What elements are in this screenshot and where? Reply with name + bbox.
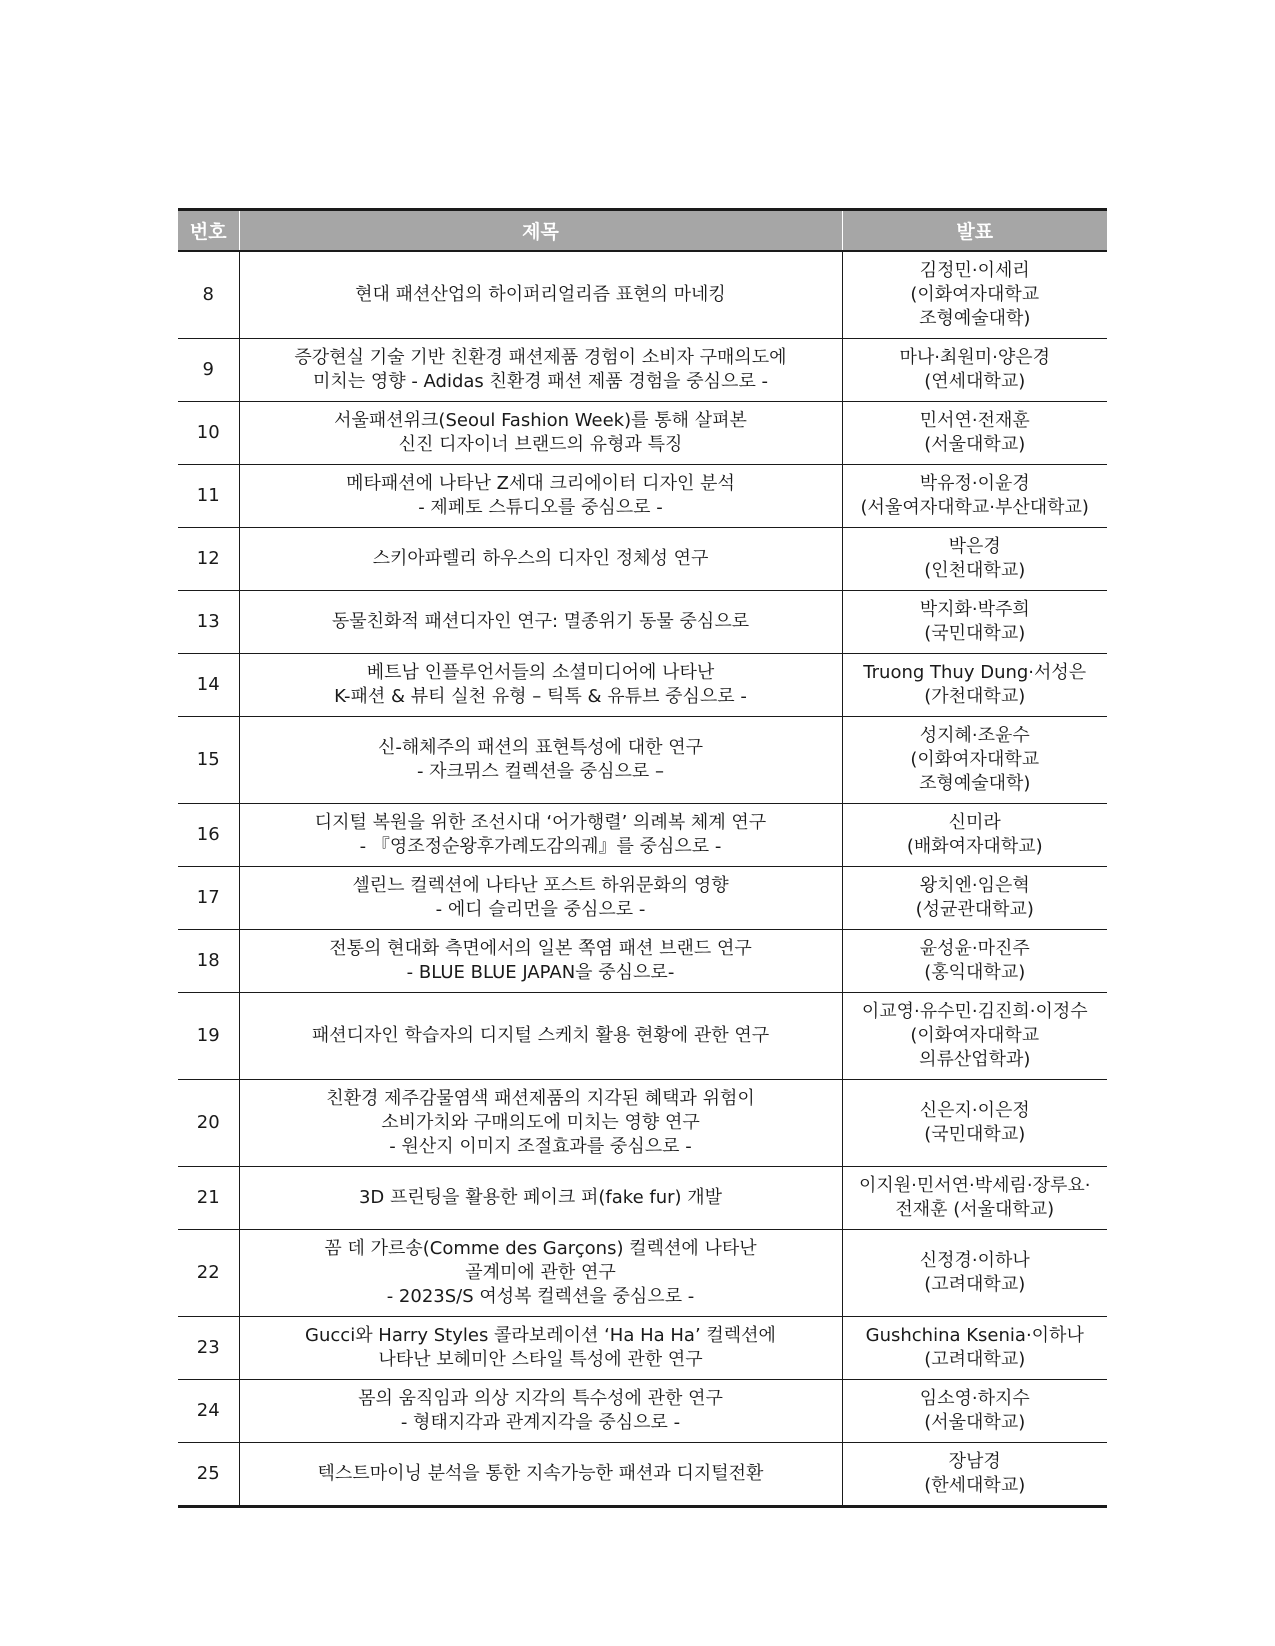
table-row (178, 867, 1107, 930)
row-title (239, 804, 842, 867)
title-line: 꼼 데 가르송(Comme des Garçons) 컬렉션에 나타난 (324, 1238, 757, 1259)
row-presenter (842, 591, 1107, 654)
row-title (239, 717, 842, 804)
table-row (178, 528, 1107, 591)
presenter-line: (이화여자대학교 (910, 749, 1040, 770)
title-line: 패션디자인 학습자의 디지털 스케치 활용 현황에 관한 연구 (311, 1025, 770, 1046)
header-row (178, 210, 1107, 252)
presenter-line: Gushchina Ksenia·이하나 (865, 1325, 1084, 1346)
presenter-line: 마나·최원미·양은경 (899, 347, 1051, 368)
table-body (178, 251, 1107, 1507)
table-row (178, 993, 1107, 1080)
table-header (178, 210, 1107, 252)
title-line: 소비가치와 구매의도에 미치는 영향 연구 (381, 1112, 700, 1133)
title-line: - 2023S/S 여성복 컬렉션을 중심으로 - (386, 1286, 695, 1307)
row-title (239, 1443, 842, 1507)
presenter-line: 김정민·이세리 (919, 260, 1030, 281)
row-number: 9 (178, 339, 239, 402)
row-presenter (842, 867, 1107, 930)
row-title (239, 1167, 842, 1230)
table-row (178, 717, 1107, 804)
table-row (178, 591, 1107, 654)
presenter-line: 신은지·이은정 (919, 1100, 1030, 1121)
row-number: 20 (178, 1080, 239, 1167)
row-presenter (842, 465, 1107, 528)
row-title (239, 1380, 842, 1443)
row-presenter (842, 654, 1107, 717)
title-line: 골계미에 관한 연구 (465, 1262, 616, 1283)
presenter-line: (연세대학교) (924, 371, 1026, 392)
row-title (239, 402, 842, 465)
presenter-line: 장남경 (948, 1451, 1001, 1472)
title-line: - 『영조정순왕후가례도감의궤』를 중심으로 - (359, 836, 722, 857)
presenter-line: (국민대학교) (924, 1124, 1026, 1145)
row-title (239, 993, 842, 1080)
presenter-line: (이화여자대학교 (910, 1025, 1040, 1046)
presenter-line: 박은경 (948, 536, 1001, 557)
presenter-line: 윤성윤·마진주 (919, 938, 1030, 959)
table-row (178, 1380, 1107, 1443)
title-line: Gucci와 Harry Styles 콜라보레이션 ‘Ha Ha Ha’ 컬렉션에 (305, 1325, 776, 1346)
presenter-line: (서울대학교) (924, 1412, 1026, 1433)
row-number: 24 (178, 1380, 239, 1443)
row-presenter (842, 1317, 1107, 1380)
table-row (178, 1443, 1107, 1507)
presenter-line: 민서연·전재훈 (919, 410, 1030, 431)
row-presenter (842, 1380, 1107, 1443)
title-line: 3D 프린팅을 활용한 페이크 퍼(fake fur) 개발 (358, 1187, 723, 1208)
row-number: 10 (178, 402, 239, 465)
row-presenter (842, 1443, 1107, 1507)
row-presenter (842, 1167, 1107, 1230)
title-line: 증강현실 기술 기반 친환경 패션제품 경험이 소비자 구매의도에 (294, 347, 787, 368)
title-line: - 제페토 스튜디오를 중심으로 - (418, 497, 663, 518)
title-line: 서울패션위크(Seoul Fashion Week)를 통해 살펴본 (334, 410, 747, 431)
title-line: 현대 패션산업의 하이퍼리얼리즘 표현의 마네킹 (355, 284, 726, 305)
table-row (178, 1317, 1107, 1380)
row-presenter (842, 402, 1107, 465)
presenter-line: 임소영·하지수 (919, 1388, 1030, 1409)
row-presenter (842, 717, 1107, 804)
presenter-line: 신정경·이하나 (919, 1250, 1030, 1271)
table-row (178, 251, 1107, 339)
title-line: 친환경 제주감물염색 패션제품의 지각된 혜택과 위험이 (326, 1088, 755, 1109)
presenter-line: 전재훈 (서울대학교) (895, 1199, 1055, 1220)
title-line: 신-해체주의 패션의 표현특성에 대한 연구 (378, 737, 703, 758)
row-number: 11 (178, 465, 239, 528)
title-line: 동물친화적 패션디자인 연구: 멸종위기 동물 중심으로 (331, 611, 750, 632)
row-title (239, 930, 842, 993)
table-row (178, 1080, 1107, 1167)
row-title (239, 465, 842, 528)
table-row (178, 804, 1107, 867)
row-title (239, 1317, 842, 1380)
table-row (178, 339, 1107, 402)
document-page (178, 208, 1107, 1508)
title-line: 몸의 움직임과 의상 지각의 특수성에 관한 연구 (358, 1388, 723, 1409)
header-number: 번호 (178, 210, 239, 252)
row-number: 18 (178, 930, 239, 993)
row-presenter (842, 528, 1107, 591)
presenter-line: (인천대학교) (924, 560, 1026, 581)
title-line: 텍스트마이닝 분석을 통한 지속가능한 패션과 디지털전환 (317, 1463, 764, 1484)
row-presenter (842, 804, 1107, 867)
table-row (178, 465, 1107, 528)
title-line: - BLUE BLUE JAPAN을 중심으로- (406, 962, 675, 983)
row-number: 23 (178, 1317, 239, 1380)
title-line: K-패션 & 뷰티 실천 유형 – 틱톡 & 유튜브 중심으로 - (334, 686, 747, 707)
row-number: 19 (178, 993, 239, 1080)
row-title (239, 251, 842, 339)
title-line: 메타패션에 나타난 Z세대 크리에이터 디자인 분석 (346, 473, 735, 494)
title-line: 셀린느 컬렉션에 나타난 포스트 하위문화의 영향 (352, 875, 729, 896)
presenter-line: 조형예술대학) (919, 773, 1031, 794)
row-number: 12 (178, 528, 239, 591)
row-title (239, 1230, 842, 1317)
title-line: 디지털 복원을 위한 조선시대 ‘어가행렬’ 의례복 체계 연구 (314, 812, 767, 833)
presenter-line: 이지원·민서연·박세림·장루요· (858, 1175, 1091, 1196)
row-number: 16 (178, 804, 239, 867)
presenter-line: (국민대학교) (924, 623, 1026, 644)
presenter-line: (한세대학교) (924, 1475, 1026, 1496)
header-title: 제목 (239, 210, 842, 252)
presenter-line: (홍익대학교) (924, 962, 1026, 983)
row-title (239, 339, 842, 402)
presenter-line: (배화여자대학교) (906, 836, 1043, 857)
presentation-table (178, 208, 1107, 1508)
row-number: 17 (178, 867, 239, 930)
row-number: 21 (178, 1167, 239, 1230)
title-line: - 형태지각과 관계지각을 중심으로 - (400, 1412, 681, 1433)
title-line: 나타난 보헤미안 스타일 특성에 관한 연구 (378, 1349, 703, 1370)
title-line: 미치는 영향 - Adidas 친환경 패션 제품 경험을 중심으로 - (312, 371, 769, 392)
presenter-line: 의류산업학과) (919, 1049, 1031, 1070)
title-line: - 자크뮈스 컬렉션을 중심으로 – (416, 761, 665, 782)
presenter-line: Truong Thuy Dung·서성은 (863, 662, 1087, 683)
table-row (178, 1167, 1107, 1230)
row-presenter (842, 1230, 1107, 1317)
row-presenter (842, 930, 1107, 993)
presenter-line: 왕치엔·임은혁 (919, 875, 1030, 896)
presenter-line: 신미라 (948, 812, 1001, 833)
title-line: 스키아파렐리 하우스의 디자인 정체성 연구 (372, 548, 709, 569)
table-row (178, 654, 1107, 717)
row-title (239, 591, 842, 654)
presenter-line: (서울여자대학교·부산대학교) (860, 497, 1089, 518)
row-number: 25 (178, 1443, 239, 1507)
table-row (178, 1230, 1107, 1317)
presenter-line: (가천대학교) (924, 686, 1026, 707)
title-line: 전통의 현대화 측면에서의 일본 쪽염 패션 브랜드 연구 (329, 938, 752, 959)
presenter-line: (서울대학교) (924, 434, 1026, 455)
table-row (178, 930, 1107, 993)
row-title (239, 528, 842, 591)
row-number: 22 (178, 1230, 239, 1317)
row-title (239, 867, 842, 930)
presenter-line: 이교영·유수민·김진희·이정수 (861, 1001, 1088, 1022)
row-number: 14 (178, 654, 239, 717)
row-presenter (842, 993, 1107, 1080)
row-title (239, 654, 842, 717)
table-row (178, 402, 1107, 465)
presenter-line: (고려대학교) (924, 1349, 1026, 1370)
title-line: - 원산지 이미지 조절효과를 중심으로 - (389, 1136, 692, 1157)
presenter-line: 성지혜·조윤수 (919, 725, 1030, 746)
presenter-line: 박지화·박주희 (919, 599, 1030, 620)
row-presenter (842, 251, 1107, 339)
title-line: 신진 디자이너 브랜드의 유형과 특징 (398, 434, 683, 455)
row-number: 15 (178, 717, 239, 804)
title-line: - 에디 슬리먼을 중심으로 - (435, 899, 646, 920)
row-number: 8 (202, 284, 214, 305)
row-title (239, 1080, 842, 1167)
header-presenter: 발표 (842, 210, 1107, 252)
row-presenter (842, 1080, 1107, 1167)
row-number: 13 (178, 591, 239, 654)
presenter-line: (고려대학교) (924, 1274, 1026, 1295)
presenter-line: 조형예술대학) (919, 308, 1031, 329)
title-line: 베트남 인플루언서들의 소셜미디어에 나타난 (366, 662, 715, 683)
presenter-line: 박유정·이윤경 (919, 473, 1030, 494)
presenter-line: (이화여자대학교 (910, 284, 1040, 305)
row-presenter (842, 339, 1107, 402)
presenter-line: (성균관대학교) (915, 899, 1034, 920)
